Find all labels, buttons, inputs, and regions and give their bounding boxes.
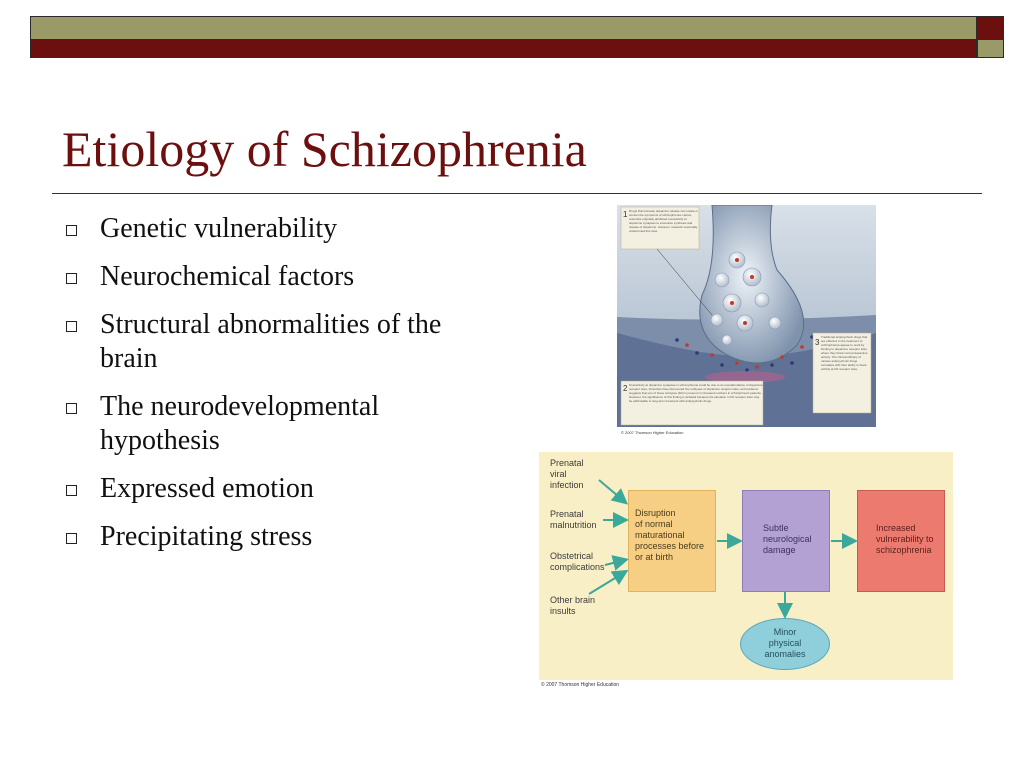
header-corner-olive: [977, 40, 1004, 58]
callout-text: Overactivity at dopamine synapses in schizophrenia could be due to an overabundance of dopamine receptor sites. Scientists have discovered five subtypes of dopamine receptor sites, and evidence suggests that one of these subtypes (D2) is present in increased numbers in schizophrenic patients. However, the significance of this finding is debated because the elevation in D2 receptor sites may be attributable to long-term treatment with antipsychotic drugs.: [629, 383, 763, 403]
cause-label: Prenatal viral infection: [550, 458, 584, 490]
flow-arrows: [539, 452, 953, 680]
title-divider: [52, 193, 982, 194]
bullet-text: Structural abnormalities of the brain: [100, 309, 442, 374]
damage-label: Subtle neurological damage: [763, 523, 812, 555]
square-bullet-icon: [66, 273, 77, 284]
bullet-text: Genetic vulnerability: [100, 213, 338, 244]
arrow-connector: [605, 560, 625, 565]
slide-title: Etiology of Schizophrenia: [62, 121, 587, 177]
cause-label: Other brain insults: [550, 595, 596, 616]
square-bullet-icon: [66, 225, 77, 236]
callout-number: 2: [623, 384, 628, 393]
square-bullet-icon: [66, 321, 77, 332]
header-bar-olive: [30, 16, 977, 40]
square-bullet-icon: [66, 533, 77, 544]
bullet-item: [62, 260, 502, 294]
arrow-connector: [599, 480, 625, 502]
callout-text: Traditional antipsychotic drugs that are effective in the treatment of schizophrenia appear to work by binding to dopamine receptor sites where they block normal dopamine activity. The clinical efficacy of various antipsychotic drugs correlates with their ability to block activity at D2 receptor sites.: [821, 335, 868, 371]
bullet-list: [62, 212, 502, 568]
vulnerability-label: Increased vulnerability to schizophrenia: [876, 523, 934, 555]
disruption-label: Disruption of normal maturational processes before or at birth: [635, 508, 705, 562]
neurodevelopmental-flow-diagram: [539, 452, 953, 680]
header-corner-maroon: [977, 16, 1004, 40]
callout-text: Drugs that increase dopamine release can create or worsen the symptoms of schizophrenia. Hence, scientists originally attributed overactivity at dopamine synapses to excessive synthesis and release of dopamine. However, research eventually undermined this view.: [629, 209, 699, 233]
square-bullet-icon: [66, 403, 77, 414]
callout-number: 1: [623, 210, 628, 219]
square-bullet-icon: [66, 485, 77, 496]
bullet-item: [62, 472, 502, 506]
anomalies-label: Minor physical anomalies: [764, 627, 806, 659]
flow-credit: © 2007 Thomson Higher Education: [541, 682, 620, 688]
synapse-credit: © 2007 Thomson Higher Education: [621, 430, 684, 435]
bullet-text: Precipitating stress: [100, 521, 313, 552]
bullet-text: The neurodevelopmental hypothesis: [100, 391, 380, 456]
bullet-text: Expressed emotion: [100, 473, 314, 504]
callout-number: 3: [815, 338, 820, 347]
header-bar-maroon: [30, 40, 977, 58]
bullet-item: [62, 520, 502, 554]
bullet-item: [62, 212, 502, 246]
arrow-connector: [589, 572, 625, 594]
cause-label: Prenatal malnutrition: [550, 509, 597, 530]
synapse-illustration: [617, 205, 876, 427]
bullet-item: [62, 390, 502, 458]
cause-label: Obstetrical complications: [550, 551, 605, 572]
bullet-item: [62, 308, 502, 376]
bullet-text: Neurochemical factors: [100, 261, 355, 292]
